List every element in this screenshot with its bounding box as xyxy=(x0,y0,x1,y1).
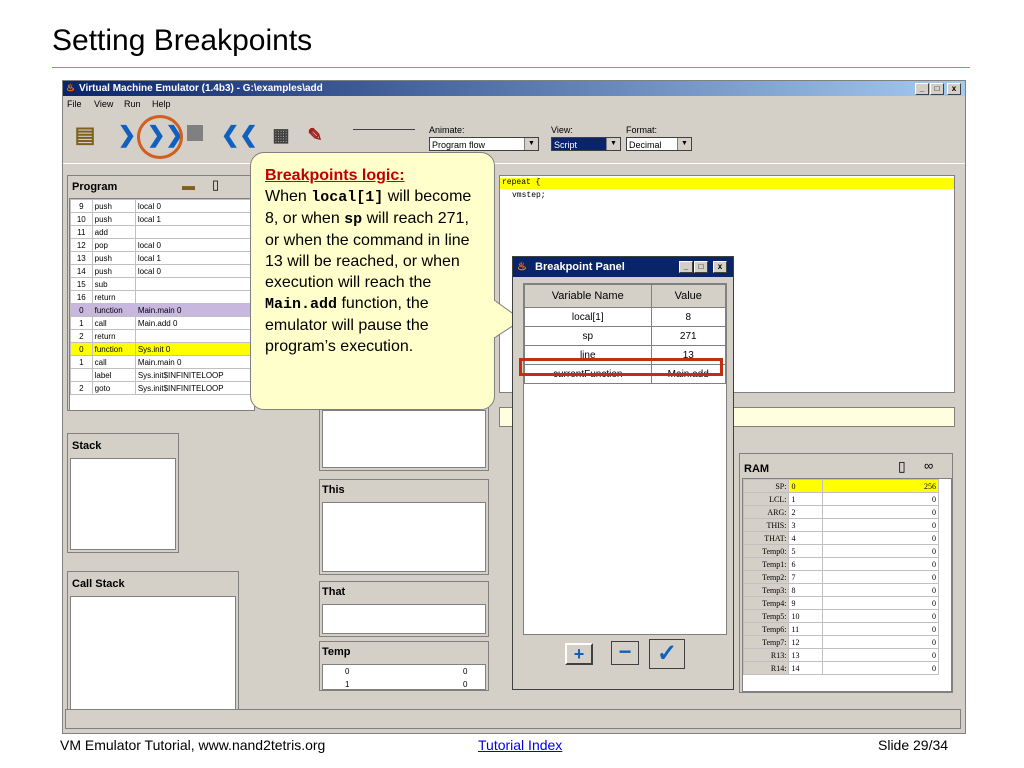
program-line-number: 14 xyxy=(71,265,93,278)
program-command: function xyxy=(92,343,135,356)
callout-text: function, the emulator will pause the program’s execution. xyxy=(265,295,429,355)
ram-value: 0 xyxy=(822,597,938,610)
status-bar xyxy=(65,709,961,729)
breakpoint-panel-title: Breakpoint Panel xyxy=(535,261,625,273)
callout-text: will reach 271, or when the command in line 13 will be reached, or when execution will reach the xyxy=(265,210,470,291)
local-segment-list[interactable] xyxy=(322,410,486,468)
ram-address: 13 xyxy=(789,649,822,662)
ok-button[interactable] xyxy=(649,639,685,669)
callout-code: sp xyxy=(344,211,363,228)
temp-value: 0 xyxy=(463,667,468,676)
column-header-variable[interactable]: Variable Name xyxy=(525,285,652,308)
ram-register-label: R13: xyxy=(744,649,789,662)
program-line-number: 9 xyxy=(71,200,93,213)
stack-title: Stack xyxy=(72,440,102,452)
callout-text: When xyxy=(265,188,312,205)
program-command: pop xyxy=(92,239,135,252)
breakpoints-icon[interactable]: ✎ xyxy=(307,125,323,145)
callout-code: local[1] xyxy=(311,189,384,206)
program-row[interactable] xyxy=(71,278,254,291)
program-argument xyxy=(135,330,253,343)
program-line-number: 15 xyxy=(71,278,93,291)
ram-value: 0 xyxy=(822,519,938,532)
breakpoint-variable: local[1] xyxy=(525,308,652,327)
ram-value: 0 xyxy=(822,584,938,597)
ram-value: 0 xyxy=(822,493,938,506)
program-table xyxy=(70,199,254,395)
program-command: function xyxy=(92,304,135,317)
ram-row[interactable] xyxy=(744,610,939,623)
this-segment-list[interactable] xyxy=(322,502,486,572)
callstack-panel xyxy=(67,571,239,717)
view-label: View: xyxy=(551,125,573,135)
program-argument: local 1 xyxy=(135,252,253,265)
load-program-icon[interactable]: ▤ xyxy=(74,122,96,147)
chevron-down-icon: ▼ xyxy=(524,138,538,150)
program-row[interactable] xyxy=(71,356,254,369)
program-argument: local 0 xyxy=(135,265,253,278)
program-title: Program xyxy=(72,181,118,193)
program-line-number: 2 xyxy=(71,382,93,395)
program-argument: Sys.init$INFINITELOOP xyxy=(135,369,253,382)
program-row[interactable] xyxy=(71,213,254,226)
breakpoints-callout xyxy=(250,152,495,410)
ram-register-label: Temp0: xyxy=(744,545,789,558)
program-argument xyxy=(135,278,253,291)
java-icon: ♨ xyxy=(66,83,75,94)
speed-slider[interactable] xyxy=(353,129,415,144)
animate-label: Animate: xyxy=(429,125,465,135)
breakpoint-value: 13 xyxy=(651,346,726,365)
program-row[interactable] xyxy=(71,304,254,317)
footer-left: VM Emulator Tutorial, www.nand2tetris.org xyxy=(60,737,326,753)
menu-help[interactable]: Help xyxy=(152,99,171,109)
script-line: vmstep; xyxy=(512,191,546,200)
view-select[interactable] xyxy=(551,137,621,151)
ram-value: 0 xyxy=(822,649,938,662)
program-row[interactable] xyxy=(71,291,254,304)
program-command: return xyxy=(92,330,135,343)
program-command: push xyxy=(92,213,135,226)
window-title: Virtual Machine Emulator (1.4b3) - G:\examples\add xyxy=(79,83,323,94)
format-value: Decimal xyxy=(629,140,662,150)
program-line-number: 1 xyxy=(71,317,93,330)
program-line-number: 10 xyxy=(71,213,93,226)
temp-segment-panel xyxy=(319,641,489,691)
callout-heading: Breakpoints logic: xyxy=(265,167,405,184)
ram-row[interactable] xyxy=(744,623,939,636)
breakpoint-value: 271 xyxy=(651,327,726,346)
callout-body xyxy=(265,186,482,357)
script-line: repeat { xyxy=(502,178,541,187)
ram-register-label: LCL: xyxy=(744,493,789,506)
format-select[interactable] xyxy=(626,137,692,151)
selection-highlight xyxy=(519,358,723,376)
breakpoint-variable: sp xyxy=(525,327,652,346)
ram-value: 0 xyxy=(822,545,938,558)
ram-address: 5 xyxy=(789,545,822,558)
breakpoint-value: Main.add xyxy=(651,365,726,384)
new-file-icon[interactable]: ▯ xyxy=(898,458,906,474)
ram-register-label: R14: xyxy=(744,662,789,675)
ram-register-label: Temp6: xyxy=(744,623,789,636)
program-argument: Main.add 0 xyxy=(135,317,253,330)
ram-table xyxy=(743,479,939,675)
stack-panel xyxy=(67,433,179,553)
local-segment-panel xyxy=(319,407,489,471)
breakpoint-panel-titlebar[interactable] xyxy=(513,257,733,277)
script-current-line xyxy=(500,178,954,189)
breakpoint-row[interactable] xyxy=(525,308,726,327)
callout-code: Main.add xyxy=(265,296,338,313)
ram-value: 0 xyxy=(822,623,938,636)
ram-register-label: Temp5: xyxy=(744,610,789,623)
program-row[interactable] xyxy=(71,317,254,330)
title-divider xyxy=(52,67,970,68)
java-icon: ♨ xyxy=(517,261,527,273)
program-row[interactable] xyxy=(71,382,254,395)
ram-row[interactable] xyxy=(744,480,939,493)
program-command: add xyxy=(92,226,135,239)
ram-value: 0 xyxy=(822,558,938,571)
temp-index: 1 xyxy=(345,680,350,689)
that-title: That xyxy=(322,586,346,598)
callout-text: will become 8, or when xyxy=(265,188,472,227)
ram-value: 256 xyxy=(822,480,938,493)
program-line-number: 1 xyxy=(71,356,93,369)
slide-title: Setting Breakpoints xyxy=(52,24,313,57)
temp-segment-list[interactable] xyxy=(322,664,486,690)
program-command: label xyxy=(92,369,135,382)
program-argument: Sys.init$INFINITELOOP xyxy=(135,382,253,395)
program-row[interactable] xyxy=(71,239,254,252)
that-segment-list[interactable] xyxy=(322,604,486,634)
program-argument: Main.main 0 xyxy=(135,356,253,369)
animate-select[interactable] xyxy=(429,137,539,151)
single-step-icon[interactable]: ❯ xyxy=(117,122,137,147)
ram-row[interactable] xyxy=(744,662,939,675)
program-row[interactable] xyxy=(71,330,254,343)
new-file-icon[interactable]: ▯ xyxy=(212,177,220,192)
stop-icon[interactable] xyxy=(187,125,203,141)
temp-value: 0 xyxy=(463,680,468,689)
ram-row[interactable] xyxy=(744,584,939,597)
ram-address: 7 xyxy=(789,571,822,584)
ram-value: 0 xyxy=(822,571,938,584)
minus-icon: − xyxy=(618,639,632,664)
window-titlebar[interactable] xyxy=(63,81,965,96)
callstack-list[interactable] xyxy=(70,596,236,714)
ram-row[interactable] xyxy=(744,493,939,506)
program-line-number: 11 xyxy=(71,226,93,239)
ram-register-label: Temp4: xyxy=(744,597,789,610)
program-row[interactable] xyxy=(71,252,254,265)
reset-icon[interactable]: ❮❮ xyxy=(221,122,258,147)
program-line-number: 0 xyxy=(71,304,93,317)
program-command: push xyxy=(92,265,135,278)
toolbar xyxy=(63,111,965,164)
ram-row[interactable] xyxy=(744,532,939,545)
ram-address: 9 xyxy=(789,597,822,610)
temp-index: 0 xyxy=(345,667,350,676)
tutorial-index-link[interactable]: Tutorial Index xyxy=(478,737,563,753)
breakpoint-variable: line xyxy=(525,346,652,365)
breakpoint-value: 8 xyxy=(651,308,726,327)
ram-register-label: THAT: xyxy=(744,532,789,545)
program-panel xyxy=(67,175,255,411)
program-command: goto xyxy=(92,382,135,395)
program-command: call xyxy=(92,356,135,369)
ram-row[interactable] xyxy=(744,558,939,571)
ram-register-label: ARG: xyxy=(744,506,789,519)
view-value: Script xyxy=(554,140,578,150)
ram-address: 2 xyxy=(789,506,822,519)
program-line-number: 0 xyxy=(71,343,93,356)
program-command: push xyxy=(92,200,135,213)
binoculars-icon[interactable]: ∞ xyxy=(924,458,934,473)
menu-view[interactable]: View xyxy=(94,99,114,109)
maximize-button[interactable]: □ xyxy=(930,83,944,95)
program-command: sub xyxy=(92,278,135,291)
close-button[interactable]: x xyxy=(947,83,961,95)
ram-register-label: SP: xyxy=(744,480,789,493)
column-header-value[interactable]: Value xyxy=(651,285,726,308)
program-line-number: 16 xyxy=(71,291,93,304)
ram-address: 11 xyxy=(789,623,822,636)
add-breakpoint-button[interactable] xyxy=(565,643,593,665)
minimize-button[interactable]: _ xyxy=(915,83,929,95)
chevron-down-icon: ▼ xyxy=(677,138,691,150)
ram-title: RAM xyxy=(744,463,770,475)
menu-bar xyxy=(63,97,965,111)
breakpoint-panel xyxy=(512,256,734,690)
ram-address: 10 xyxy=(789,610,822,623)
program-command: push xyxy=(92,252,135,265)
program-command: call xyxy=(92,317,135,330)
program-row[interactable] xyxy=(71,369,254,382)
breakpoint-variable: currentFunction xyxy=(525,365,652,384)
this-title: This xyxy=(322,484,345,496)
ram-register-label: Temp1: xyxy=(744,558,789,571)
ram-row[interactable] xyxy=(744,649,939,662)
ram-register-label: Temp2: xyxy=(744,571,789,584)
animate-value: Program flow xyxy=(432,140,486,150)
program-argument: Main.main 0 xyxy=(135,304,253,317)
ram-value: 0 xyxy=(822,532,938,545)
ram-address: 0 xyxy=(789,480,822,493)
program-line-number: 2 xyxy=(71,330,93,343)
program-list[interactable] xyxy=(69,198,255,411)
ram-address: 8 xyxy=(789,584,822,597)
ram-value: 0 xyxy=(822,610,938,623)
ram-row[interactable] xyxy=(744,519,939,532)
program-row[interactable] xyxy=(71,343,254,356)
ram-row[interactable] xyxy=(744,636,939,649)
slide-number: Slide 29/34 xyxy=(878,737,949,753)
checkmark-icon: ✓ xyxy=(656,640,678,667)
ram-list[interactable] xyxy=(742,478,952,692)
menu-run[interactable]: Run xyxy=(124,99,141,109)
maximize-button[interactable]: □ xyxy=(694,261,708,273)
stack-list[interactable] xyxy=(70,458,176,550)
program-argument: local 1 xyxy=(135,213,253,226)
format-label: Format: xyxy=(626,125,658,135)
ram-row[interactable] xyxy=(744,545,939,558)
close-button[interactable]: x xyxy=(713,261,727,273)
ram-address: 4 xyxy=(789,532,822,545)
that-segment-panel xyxy=(319,581,489,637)
ram-value: 0 xyxy=(822,506,938,519)
breakpoint-row[interactable] xyxy=(525,327,726,346)
program-command: return xyxy=(92,291,135,304)
run-icon[interactable]: ❯❯ xyxy=(147,122,184,147)
ram-register-label: THIS: xyxy=(744,519,789,532)
program-argument: local 0 xyxy=(135,239,253,252)
ram-address: 6 xyxy=(789,558,822,571)
ram-address: 3 xyxy=(789,519,822,532)
ram-address: 12 xyxy=(789,636,822,649)
program-row[interactable] xyxy=(71,226,254,239)
ram-value: 0 xyxy=(822,636,938,649)
plus-icon: + xyxy=(573,644,585,664)
program-line-number: 12 xyxy=(71,239,93,252)
ram-address: 14 xyxy=(789,662,822,675)
program-row[interactable] xyxy=(71,200,254,213)
breakpoint-list[interactable] xyxy=(523,283,727,635)
menu-file[interactable]: File xyxy=(67,99,82,109)
ram-address: 1 xyxy=(789,493,822,506)
ram-value: 0 xyxy=(822,662,938,675)
program-line-number: 13 xyxy=(71,252,93,265)
ram-panel xyxy=(739,453,953,693)
highlight-circle xyxy=(137,115,183,159)
ram-row[interactable] xyxy=(744,571,939,584)
program-argument: local 0 xyxy=(135,200,253,213)
program-line-number xyxy=(71,369,93,382)
ram-row[interactable] xyxy=(744,597,939,610)
chevron-down-icon: ▼ xyxy=(606,138,620,150)
script-icon[interactable]: ▦ xyxy=(272,125,290,145)
ram-register-label: Temp7: xyxy=(744,636,789,649)
temp-title: Temp xyxy=(322,646,351,658)
ram-row[interactable] xyxy=(744,506,939,519)
remove-breakpoint-button[interactable] xyxy=(611,641,639,665)
callstack-title: Call Stack xyxy=(72,578,125,590)
program-row[interactable] xyxy=(71,265,254,278)
program-argument: Sys.init 0 xyxy=(135,343,253,356)
folder-icon[interactable]: ▬ xyxy=(182,178,195,193)
program-argument xyxy=(135,226,253,239)
this-segment-panel xyxy=(319,479,489,575)
minimize-button[interactable]: _ xyxy=(679,261,693,273)
program-argument xyxy=(135,291,253,304)
ram-register-label: Temp3: xyxy=(744,584,789,597)
